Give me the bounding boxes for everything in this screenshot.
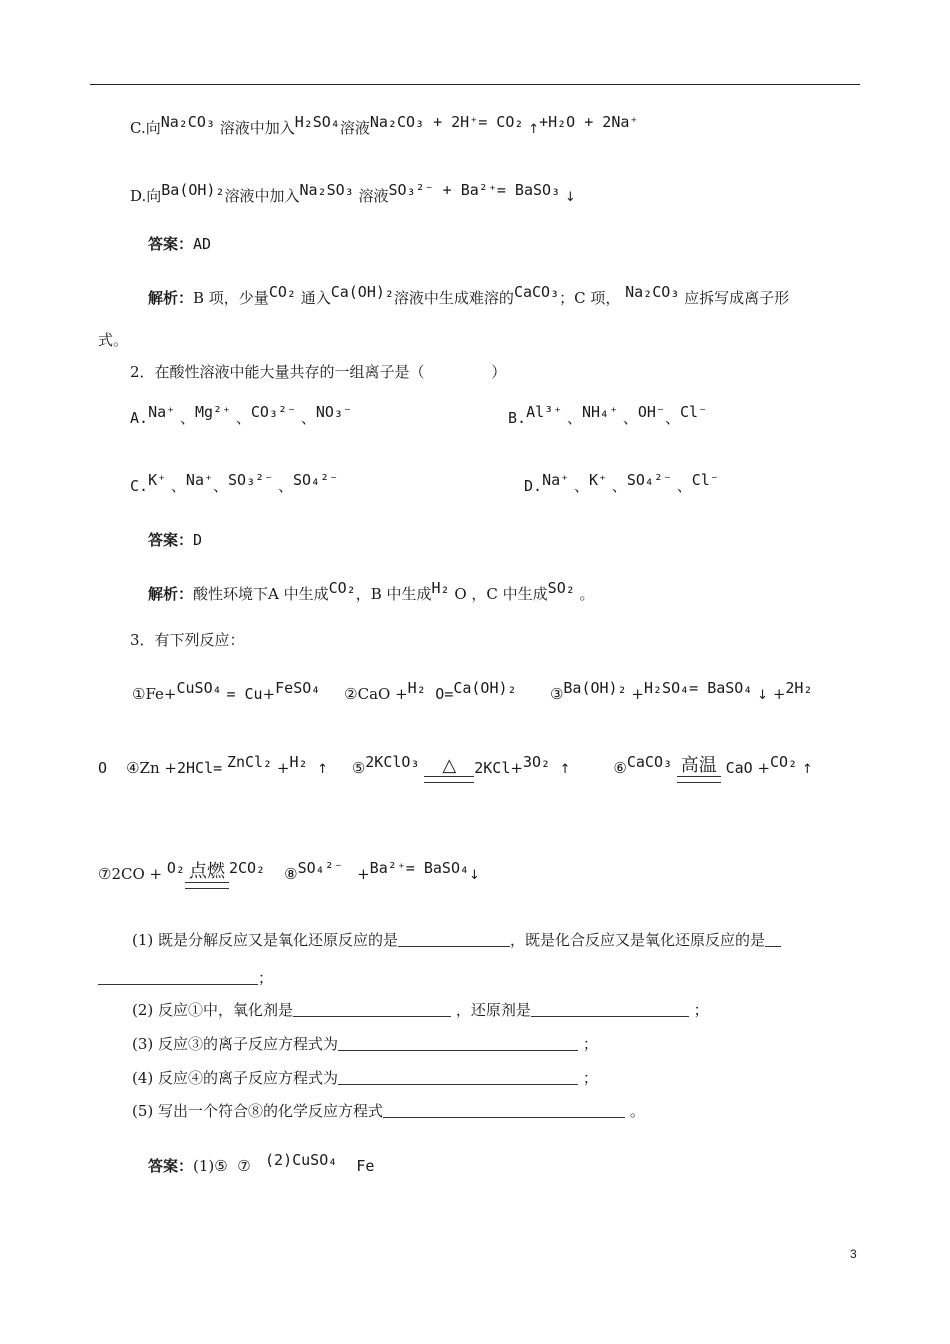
heat-triangle-icon: △: [442, 755, 457, 776]
plus-sign: +: [149, 865, 163, 883]
answer-value: (1)⑤ ⑦: [193, 1157, 251, 1175]
high-temperature-condition: [677, 756, 721, 783]
option-text: 溶液: [358, 187, 389, 205]
formula: H₂SO₄: [294, 113, 340, 131]
sub-question-text: ；: [693, 1001, 709, 1019]
formula: Na₂SO₃: [299, 181, 354, 199]
sub-question-text: ，还原剂是: [455, 1001, 531, 1019]
q2-analysis: [148, 578, 595, 604]
formula: H₂SO₄= BaSO₄: [643, 679, 753, 697]
formula: ZnCl₂: [226, 753, 273, 771]
sub-question-text: (2) 反应①中，氧化剂是: [132, 1001, 294, 1019]
separator: 、: [213, 477, 229, 495]
sub-question-text: ；: [258, 969, 274, 987]
sub-question-text: (3) 反应③的离子反应方程式为: [132, 1035, 339, 1053]
formula: (2)CuSO₄: [265, 1151, 338, 1169]
plus-sign: +: [510, 759, 523, 777]
separator: 、: [170, 477, 186, 495]
ion: CO₃²⁻: [250, 403, 297, 421]
equals-bar: [677, 776, 721, 783]
sub-question-5: [132, 1101, 645, 1121]
sub-question-text: 。: [629, 1102, 645, 1120]
plus-sign: +: [276, 759, 290, 777]
option-d: [130, 180, 576, 208]
reaction-6: ⑥: [613, 759, 627, 777]
formula: H₂: [407, 679, 426, 697]
formula: CuSO₄: [176, 679, 222, 697]
ion: Mg²⁺: [194, 403, 232, 421]
ion: Cl⁻: [680, 403, 708, 421]
ion: SO₄²⁻: [292, 471, 339, 489]
formula: 3O₂: [522, 753, 551, 771]
separator: 、: [665, 409, 681, 427]
option-text: 溶液中加入: [224, 187, 300, 205]
plus-sign: +: [163, 685, 177, 703]
plus-sign: +: [631, 685, 644, 703]
reaction-4: ④Zn: [126, 759, 160, 777]
equation: O=: [435, 685, 454, 703]
formula: Ba(OH)₂: [563, 679, 627, 697]
q1-analysis: [148, 282, 789, 308]
answer-blank[interactable]: [338, 1070, 578, 1085]
option-d-prefix: D.向: [130, 187, 162, 205]
reactions-row-1: [132, 678, 813, 706]
precipitate-arrow-icon: ↓: [564, 190, 576, 205]
option-text: 溶液: [339, 119, 370, 137]
answer-blank[interactable]: [293, 1002, 451, 1017]
plus-sign: +: [262, 685, 276, 703]
formula: Ba²⁺= BaSO₄: [369, 859, 470, 877]
q1-answer: [148, 234, 211, 254]
separator: 、: [611, 477, 627, 495]
reaction-2: ②CaO: [344, 685, 391, 703]
condition-label: 高温: [680, 755, 717, 776]
plus-sign: +: [395, 685, 408, 703]
analysis-label: 解析：: [148, 585, 194, 603]
plus-sign: +: [164, 759, 177, 777]
gas-arrow-icon: ↑: [528, 122, 540, 137]
gas-arrow-icon: ↑: [801, 762, 813, 777]
separator: 、: [622, 409, 638, 427]
ion: Na⁺: [148, 403, 176, 421]
answer-blank[interactable]: [338, 1036, 578, 1051]
answer-label: 答案：: [148, 1157, 194, 1175]
sub-question-2: [132, 1000, 709, 1020]
answer-blank[interactable]: [398, 932, 510, 947]
ion: NH₄⁺: [581, 403, 619, 421]
answer-blank[interactable]: [383, 1103, 625, 1118]
reaction-7: ⑦2CO: [98, 865, 145, 883]
question-stem: 3．有下列反应：: [130, 631, 245, 649]
q2-stem: [130, 362, 506, 382]
analysis-text: 。: [579, 585, 595, 603]
reaction-1: ①Fe: [132, 685, 164, 703]
q2-option-d: [524, 470, 719, 496]
sub-question-1: [132, 930, 781, 950]
separator: 、: [300, 409, 316, 427]
sub-question-3: [132, 1034, 598, 1054]
ion: Cl⁻: [691, 471, 719, 489]
equation: CaO: [725, 759, 753, 777]
equation: 2KCl: [474, 759, 511, 777]
condition-label: 点燃: [188, 861, 225, 882]
reaction-8: ⑧: [284, 865, 298, 883]
q2-option-c: [130, 470, 338, 496]
equation: = Cu: [226, 685, 263, 703]
equation: Na₂CO₃ + 2H⁺= CO₂: [369, 113, 524, 131]
answer-value: Fe: [356, 1157, 375, 1175]
ion: NO₃⁻: [315, 403, 352, 421]
formula: CO₂: [770, 753, 798, 771]
answer-blank[interactable]: [98, 970, 258, 985]
ion: Na⁺: [542, 471, 570, 489]
reaction-3: ③: [549, 685, 564, 703]
option-text: 溶液中加入: [219, 119, 295, 137]
ion: Al³⁺: [526, 403, 563, 421]
heating-condition: [424, 756, 474, 783]
analysis-text: ；C 项，: [559, 289, 621, 307]
formula: Ca(OH)₂: [330, 283, 394, 301]
plus-sign: +: [357, 865, 370, 883]
formula: SO₄²⁻: [297, 859, 343, 877]
formula: 2H₂: [785, 679, 813, 697]
option-c-prefix: C.向: [130, 119, 161, 137]
formula: SO₂: [547, 579, 575, 597]
q2-option-b: [508, 402, 707, 428]
gas-arrow-icon: ↑: [559, 762, 571, 777]
analysis-text: 式。: [98, 331, 129, 349]
ion: OH⁻: [637, 403, 665, 421]
answer-label: 答案：: [148, 235, 194, 253]
equation: +H₂O + 2Na⁺: [539, 113, 639, 131]
formula: Ba(OH)₂: [161, 181, 225, 199]
analysis-text: 酸性环境下A 中生成: [193, 585, 329, 603]
analysis-text: 应拆写成离子形: [684, 289, 790, 307]
formula: H₂: [289, 753, 308, 771]
ion: Na⁺: [185, 471, 214, 489]
sub-question-text: ；: [582, 1035, 598, 1053]
formula: CO₂: [268, 283, 296, 301]
precipitate-arrow-icon: ↓: [469, 868, 480, 883]
formula: CO₂: [328, 579, 356, 597]
ignition-condition: [185, 862, 229, 889]
answer-value: D: [193, 531, 203, 549]
reactions-row-3: [98, 858, 480, 889]
formula: 2KClO₃: [365, 753, 420, 771]
sub-question-text: ，既是化合反应又是氧化还原反应的是: [510, 931, 766, 949]
formula: CaCO₃: [626, 753, 673, 771]
sub-question-1-cont: [98, 968, 273, 988]
separator: 、: [235, 409, 251, 427]
analysis-label: 解析：: [148, 289, 194, 307]
formula: H₂: [431, 579, 450, 597]
formula: Na₂CO₃: [625, 283, 680, 301]
formula: Na₂CO₃: [160, 113, 215, 131]
ion: K⁺: [148, 471, 167, 489]
q1-analysis-cont: [98, 330, 128, 350]
option-label: C.: [130, 477, 149, 495]
sub-question-text: (4) 反应④的离子反应方程式为: [132, 1069, 339, 1087]
answer-label: 答案：: [148, 531, 194, 549]
equation: SO₃²⁻ + Ba²⁺= BaSO₃: [388, 181, 561, 199]
sub-question-4: [132, 1068, 598, 1088]
equals-bar: [424, 776, 474, 783]
separator: 、: [277, 477, 293, 495]
ion: SO₃²⁻: [228, 471, 274, 489]
option-label: B.: [508, 409, 527, 427]
answer-blank[interactable]: [765, 932, 781, 947]
q2-option-a: [130, 402, 352, 428]
sub-question-text: (5) 写出一个符合⑧的化学反应方程式: [132, 1102, 384, 1120]
equation: O: [98, 759, 108, 777]
formula: Ca(OH)₂: [453, 679, 517, 697]
reaction-5: ⑤: [351, 759, 366, 777]
option-c: [130, 112, 638, 140]
equals-bar: [185, 882, 229, 889]
analysis-text: ，B 中生成: [355, 585, 432, 603]
ion: K⁺: [588, 471, 608, 489]
analysis-text: 溶液中生成难溶的: [393, 289, 514, 307]
separator: 、: [573, 477, 589, 495]
q2-answer: [148, 530, 202, 550]
analysis-text: O ，C 中生成: [454, 585, 548, 603]
page-number: 3: [850, 1247, 857, 1261]
separator: 、: [179, 409, 195, 427]
reactions-row-2: [98, 752, 813, 783]
equation: 2HCl=: [177, 759, 223, 777]
analysis-text: 通入: [300, 289, 331, 307]
q3-answer: [148, 1150, 374, 1176]
plus-sign: +: [772, 685, 786, 703]
separator: 、: [566, 409, 582, 427]
analysis-text: B 项，少量: [193, 289, 269, 307]
formula: CaCO₃: [513, 283, 560, 301]
precipitate-arrow-icon: ↓: [757, 688, 769, 703]
answer-blank[interactable]: [531, 1002, 689, 1017]
header-rule: [90, 84, 860, 85]
formula: FeSO₄: [275, 679, 321, 697]
plus-sign: +: [757, 759, 771, 777]
separator: 、: [676, 477, 692, 495]
option-label: A.: [130, 409, 149, 427]
sub-question-text: ；: [582, 1069, 598, 1087]
sub-question-text: (1) 既是分解反应又是氧化还原反应的是: [132, 931, 399, 949]
q3-stem: [130, 630, 245, 650]
answer-value: AD: [193, 235, 212, 253]
question-stem: 2．在酸性溶液中能大量共存的一组离子是（ ）: [130, 363, 507, 381]
formula: 2CO₂: [228, 859, 266, 877]
formula: O₂: [166, 859, 185, 877]
option-label: D.: [524, 477, 543, 495]
gas-arrow-icon: ↑: [317, 762, 328, 777]
ion: SO₄²⁻: [626, 471, 672, 489]
